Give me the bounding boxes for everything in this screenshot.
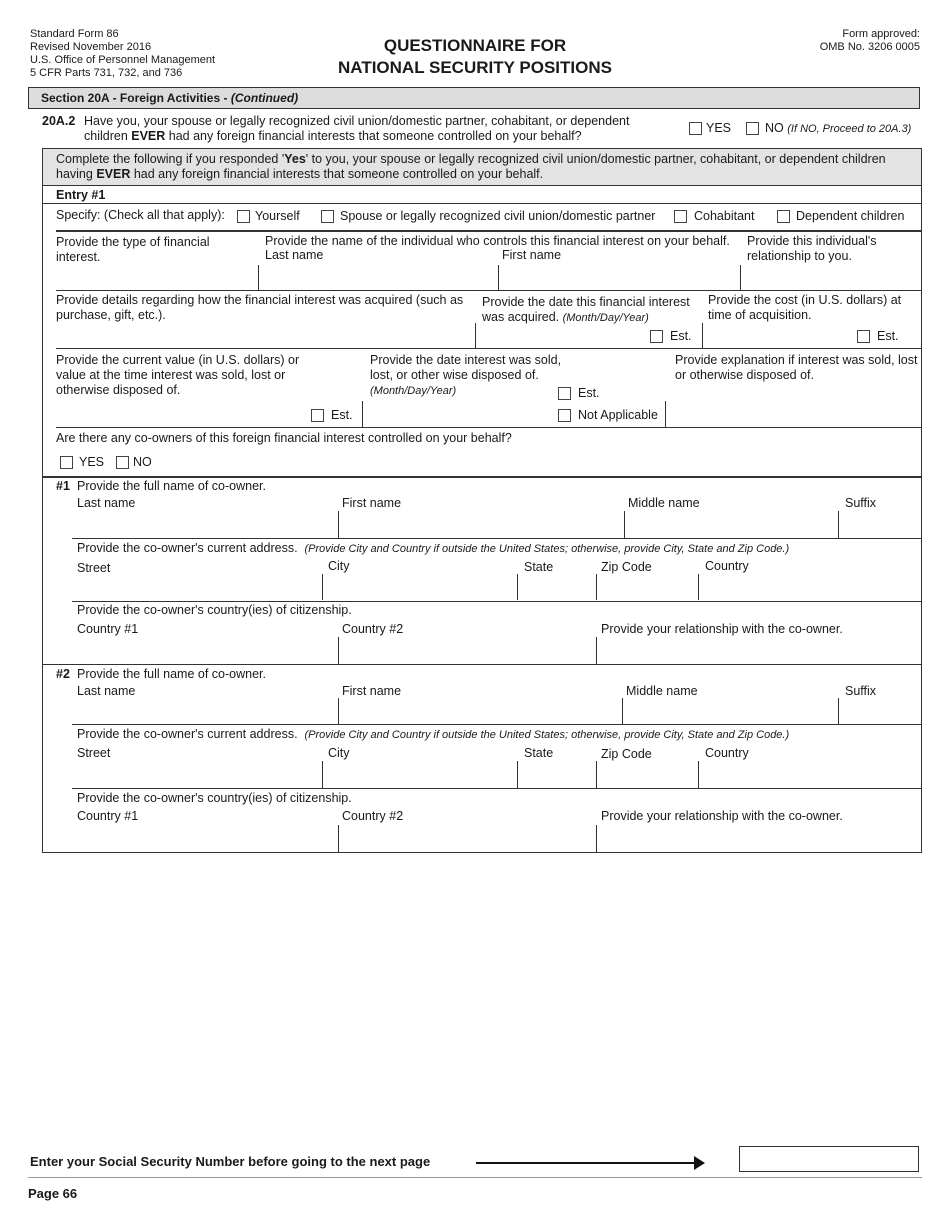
- form-agency: U.S. Office of Personnel Management: [30, 54, 216, 66]
- coowner-2-number: #2: [56, 667, 70, 681]
- divider: [42, 664, 922, 665]
- divider: [517, 574, 518, 600]
- coowner-1-street-label: Street: [77, 561, 111, 575]
- divider: [42, 852, 922, 853]
- coowner-2-full-name-label: Provide the full name of co-owner.: [77, 667, 266, 681]
- divider: [338, 825, 339, 852]
- divider: [72, 538, 922, 539]
- divider: [338, 637, 339, 664]
- form-cfr: 5 CFR Parts 731, 732, and 736: [30, 67, 183, 79]
- cohabitant-checkbox[interactable]: [674, 210, 687, 223]
- divider: [258, 265, 259, 290]
- divider: [56, 427, 922, 428]
- divider: [624, 511, 625, 538]
- not-applicable-checkbox[interactable]: [558, 409, 571, 422]
- dependent-children-label: Dependent children: [796, 209, 905, 223]
- divider: [498, 265, 499, 290]
- coowners-yes-checkbox[interactable]: [60, 456, 73, 469]
- divider: [475, 323, 476, 348]
- section-header: Section 20A - Foreign Activities - (Continued): [28, 87, 920, 109]
- arrow-head-icon: [694, 1156, 705, 1170]
- divider: [56, 290, 922, 291]
- coowner-1-state-label: State: [524, 560, 554, 574]
- entry-title: Entry #1: [56, 188, 106, 202]
- coowner-2-street-label: Street: [77, 746, 111, 760]
- q20a2-no-label: NO (If NO, Proceed to 20A.3): [765, 121, 912, 135]
- question-text-line1: Have you, your spouse or legally recognized civil union/domestic partner, cohabitant, or dependent: [84, 114, 630, 128]
- divider: [72, 788, 922, 789]
- coowner-2-zip-label: Zip Code: [601, 747, 652, 761]
- q20a2-yes-checkbox[interactable]: [689, 122, 702, 135]
- divider: [665, 401, 666, 427]
- spouse-label: Spouse or legally recognized civil union/domestic partner: [340, 209, 656, 223]
- date-acquired-est-checkbox[interactable]: [650, 330, 663, 343]
- current-value-est-label: Est.: [331, 408, 353, 422]
- divider: [838, 511, 839, 538]
- coowner-2-middle-name-label: Middle name: [626, 684, 698, 698]
- controller-last-name-label: Last name: [265, 248, 324, 262]
- form-approval: Form approved: OMB No. 3206 0005: [819, 28, 920, 53]
- controller-first-name-label: First name: [502, 248, 562, 262]
- divider: [42, 185, 922, 186]
- coowners-question: Are there any co-owners of this foreign financial interest controlled on your behalf?: [56, 431, 512, 445]
- coowner-1-city-label: City: [328, 559, 350, 573]
- acquisition-details-label: Provide details regarding how the financial interest was acquired (such as purchase, gift, etc.).: [56, 293, 464, 322]
- current-value-label: Provide the current value (in U.S. dollars) or value at the time interest was sold, lost or otherwise disposed of.: [56, 353, 300, 397]
- divider: [517, 761, 518, 788]
- disposal-explanation-label: Provide explanation if interest was sold, lost or otherwise disposed of.: [675, 353, 918, 382]
- current-value-est-checkbox[interactable]: [311, 409, 324, 422]
- divider: [72, 724, 922, 725]
- date-disposed-est-checkbox[interactable]: [558, 387, 571, 400]
- date-disposed-est-label: Est.: [578, 386, 600, 400]
- financial-interest-type-label: Provide the type of financial interest.: [56, 235, 210, 264]
- coowner-1-relationship-label: Provide your relationship with the co-owner.: [601, 622, 843, 636]
- ssn-prompt: Enter your Social Security Number before going to the next page: [30, 1154, 431, 1169]
- divider: [838, 698, 839, 724]
- coowner-2-city-label: City: [328, 746, 350, 760]
- coowners-yes-label: YES: [79, 455, 105, 469]
- cohabitant-label: Cohabitant: [694, 209, 755, 223]
- coowner-1-first-name-label: First name: [342, 496, 402, 510]
- coowner-1-middle-name-label: Middle name: [628, 496, 700, 510]
- divider: [740, 265, 741, 290]
- spouse-checkbox[interactable]: [321, 210, 334, 223]
- cost-est-label: Est.: [877, 329, 899, 343]
- page-title: QUESTIONNAIRE FOR NATIONAL SECURITY POSITIONS: [338, 36, 612, 77]
- coowner-1-suffix-label: Suffix: [845, 496, 877, 510]
- dependent-children-checkbox[interactable]: [777, 210, 790, 223]
- controller-name-label: Provide the name of the individual who controls this financial interest on your behalf.: [265, 234, 730, 248]
- coowner-2-state-label: State: [524, 746, 554, 760]
- cost-est-checkbox[interactable]: [857, 330, 870, 343]
- divider: [28, 1177, 922, 1178]
- divider: [56, 348, 922, 349]
- divider: [72, 601, 922, 602]
- coowner-2-address-label: Provide the co-owner's current address. (Provide City and Country if outside the United States; otherwise, provide City, State and Zip Code.): [77, 727, 790, 741]
- coowner-2-country1-label: Country #1: [77, 809, 139, 823]
- divider: [362, 401, 363, 427]
- divider: [42, 476, 922, 478]
- date-acquired-est-label: Est.: [670, 329, 692, 343]
- acquisition-cost-label: Provide the cost (in U.S. dollars) at time of acquisition.: [708, 293, 902, 322]
- coowner-2-country-label: Country: [705, 746, 749, 760]
- ssn-input[interactable]: [739, 1146, 919, 1172]
- coowner-1-full-name-label: Provide the full name of co-owner.: [77, 479, 266, 493]
- not-applicable-label: Not Applicable: [578, 408, 658, 422]
- divider: [42, 203, 922, 204]
- specify-label: Specify: (Check all that apply):: [56, 208, 225, 222]
- coowner-2-country2-label: Country #2: [342, 809, 404, 823]
- q20a2-no-checkbox[interactable]: [746, 122, 759, 135]
- divider: [596, 574, 597, 600]
- question-text-line2: children EVER had any foreign financial interests that someone controlled on your behalf?: [84, 129, 582, 143]
- coowner-2-citizenship-label: Provide the co-owner's country(ies) of citizenship.: [77, 791, 352, 805]
- coowner-2-relationship-label: Provide your relationship with the co-owner.: [601, 809, 843, 823]
- coowner-1-country1-label: Country #1: [77, 622, 139, 636]
- page-number: Page 66: [28, 1186, 78, 1201]
- divider: [596, 825, 597, 852]
- coowners-no-checkbox[interactable]: [116, 456, 129, 469]
- coowner-2-suffix-label: Suffix: [845, 684, 877, 698]
- coowner-1-zip-label: Zip Code: [601, 560, 652, 574]
- divider: [338, 511, 339, 538]
- question-number: 20A.2: [42, 114, 76, 128]
- divider: [596, 637, 597, 664]
- yourself-label: Yourself: [255, 209, 300, 223]
- date-disposed-label: Provide the date interest was sold, lost, or other wise disposed of. (Month/Day/Year): [370, 353, 562, 397]
- coowners-no-label: NO: [133, 455, 152, 469]
- instruction-text: Complete the following if you responded 'Yes' to you, your spouse or legally recognized civil union/domestic partner, cohabitant, or dependent children having EVER had any foreign financial interests that someone controlled on your behalf.: [56, 152, 886, 181]
- divider: [56, 230, 922, 232]
- divider: [698, 574, 699, 600]
- coowner-2-last-name-label: Last name: [77, 684, 136, 698]
- coowner-1-number: #1: [56, 479, 70, 493]
- date-acquired-label: Provide the date this financial interest was acquired. (Month/Day/Year): [482, 295, 690, 324]
- divider: [596, 761, 597, 788]
- controller-relationship-label: Provide this individual's relationship to you.: [747, 234, 877, 263]
- coowner-1-address-label: Provide the co-owner's current address. (Provide City and Country if outside the United States; otherwise, provide City, State and Zip Code.): [77, 541, 790, 555]
- q20a2-yes-label: YES: [706, 121, 732, 135]
- form-revision: Revised November 2016: [30, 41, 152, 53]
- coowner-1-country-label: Country: [705, 559, 749, 573]
- coowner-1-country2-label: Country #2: [342, 622, 404, 636]
- divider: [698, 761, 699, 788]
- form-number: Standard Form 86: [30, 28, 119, 40]
- coowner-1-last-name-label: Last name: [77, 496, 136, 510]
- coowner-2-first-name-label: First name: [342, 684, 402, 698]
- arrow-right-icon: [476, 1162, 696, 1164]
- yourself-checkbox[interactable]: [237, 210, 250, 223]
- divider: [42, 148, 922, 149]
- divider: [322, 761, 323, 788]
- divider: [622, 698, 623, 724]
- divider: [702, 323, 703, 348]
- divider: [322, 574, 323, 600]
- coowner-1-citizenship-label: Provide the co-owner's country(ies) of citizenship.: [77, 603, 352, 617]
- divider: [338, 698, 339, 724]
